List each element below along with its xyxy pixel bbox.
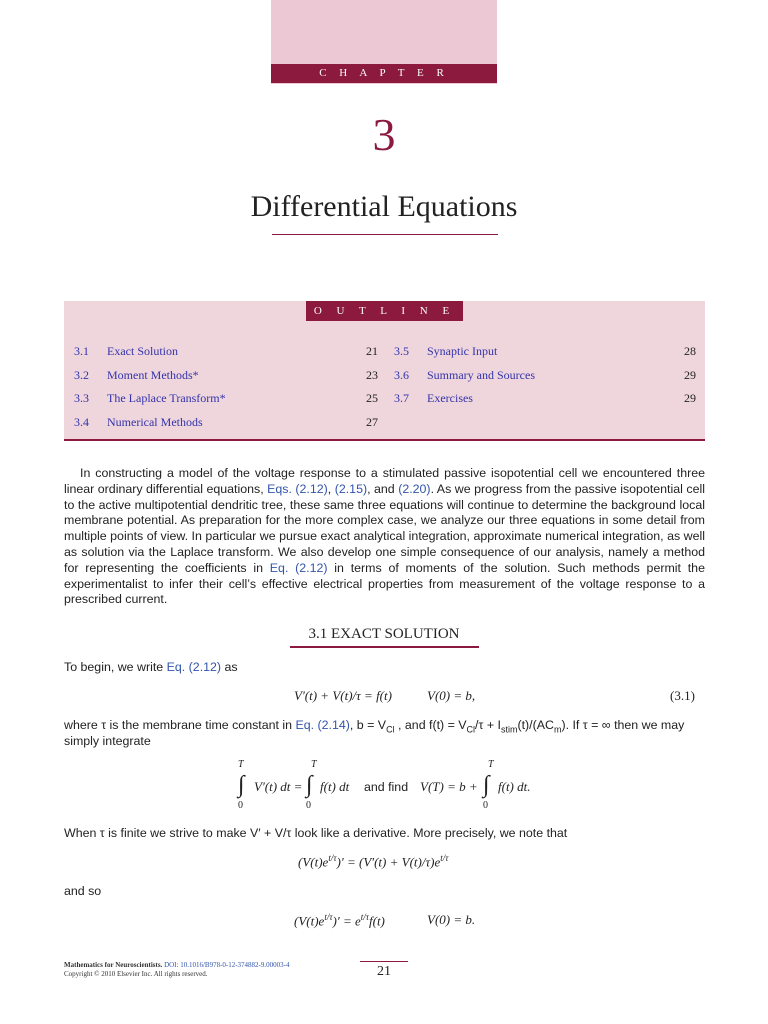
- section-heading: 3.1 EXACT SOLUTION: [308, 626, 460, 642]
- toc-entry-page: 28: [684, 344, 696, 358]
- equation-3-1-right: V(0) = b,: [427, 688, 476, 703]
- toc-entry-page: 29: [684, 391, 696, 405]
- footer-citation: [64, 961, 289, 979]
- equation-final-right: V(0) = b.: [427, 912, 476, 927]
- integral-expression: V′(t) dt =: [254, 779, 303, 794]
- toc-entry-title[interactable]: The Laplace Transform*: [107, 391, 226, 405]
- integral-expression: V(T) = b +: [420, 779, 478, 794]
- equation-link[interactable]: Eq. (2.12): [166, 660, 222, 674]
- integral-lower-limit: 0: [483, 800, 488, 811]
- body-text-and-so: and so: [64, 884, 102, 898]
- intro-text: In constructing a model of the voltage response to a stimulated passive isopotential cell we encountered three linear ordinary differential equations,: [64, 466, 705, 496]
- toc-entry-number: 3.6: [394, 368, 409, 382]
- toc-entry[interactable]: [74, 390, 378, 406]
- toc-entry-title[interactable]: Numerical Methods: [107, 415, 203, 429]
- body-text-begin: [64, 660, 238, 676]
- chapter-label: C H A P T E R: [271, 64, 497, 83]
- intro-text: , and: [367, 481, 395, 496]
- equation-derivative: $(V(t)e^{t/\tau})' = (V'(t) + V(t)/\tau)e^{t/\tau}$: [298, 853, 449, 870]
- section-divider: [290, 646, 479, 648]
- footer-divider: [360, 961, 408, 962]
- intro-text: . As we progress from the passive isopotential cell to the active multipotential dendritic tree, these same three equations will continue to determine the background local membrane potential. As preparation for the more complex case, we analyze our three equations in some detail from multiple points of view. In particular we pursue exact analytical integration, approximate numerical integration, as well as solution via the Laplace transform. We also develop one simple consequence of our analysis, namely a method for representing the coefficients in: [64, 481, 705, 575]
- equation-final-left: $(V(t)e^{t/\tau})' = e^{t/\tau}f(t)$: [294, 912, 385, 929]
- body-text-and-find: and find: [364, 780, 409, 794]
- equation-link[interactable]: Eq. (2.12): [269, 560, 328, 575]
- intro-paragraph: [64, 466, 705, 608]
- toc-entry[interactable]: [74, 367, 378, 383]
- toc-entry-page: 23: [366, 368, 378, 382]
- intro-text: ,: [327, 481, 332, 496]
- body-text-where: [64, 718, 705, 738]
- integral-expression: f(t) dt: [320, 779, 350, 794]
- equation-link[interactable]: (2.20): [398, 481, 431, 496]
- footer-book-title: Mathematics for Neuroscientists.: [64, 961, 163, 969]
- footer-doi-link[interactable]: DOI: 10.1016/B978-0-12-374882-9.00003-4: [164, 961, 290, 969]
- equation-link[interactable]: (2.15): [334, 481, 368, 496]
- subscript: Cl: [466, 724, 476, 735]
- toc-entry-title[interactable]: Moment Methods*: [107, 368, 199, 382]
- toc-entry-page: 21: [366, 344, 378, 358]
- subscript: Cl: [386, 724, 395, 735]
- toc-entry-number: 3.4: [74, 415, 89, 429]
- integral-sign: ∫: [238, 772, 245, 798]
- body-text: as: [224, 660, 238, 674]
- toc-entry-number: 3.5: [394, 344, 409, 358]
- toc-entry-page: 29: [684, 368, 696, 382]
- body-text: where τ is the membrane time constant in: [64, 718, 293, 732]
- toc-entry[interactable]: [74, 343, 378, 359]
- equation-number: (3.1): [670, 688, 695, 703]
- outline-label: O U T L I N E: [306, 301, 463, 321]
- subscript: m: [553, 724, 562, 735]
- body-text: ). If τ = ∞ then we may: [561, 718, 685, 732]
- body-text: , b = V: [349, 718, 387, 732]
- toc-entry[interactable]: [394, 367, 696, 383]
- integral-lower-limit: 0: [306, 800, 311, 811]
- toc-entry-title[interactable]: Synaptic Input: [427, 344, 498, 358]
- chapter-title: Differential Equations: [250, 190, 518, 223]
- subscript: stim: [500, 724, 518, 735]
- intro-text: in terms of moments of the solution. Such methods permit the experimentalist to infer their cell’s effective electrical properties from measurement of the voltage response to a prescribed current.: [64, 560, 705, 607]
- toc-entry-number: 3.2: [74, 368, 89, 382]
- body-text: (t)/(AC: [517, 718, 554, 732]
- integral-upper-limit: T: [488, 759, 494, 770]
- toc-entry-title[interactable]: Exercises: [427, 391, 473, 405]
- integral-lower-limit: 0: [238, 800, 243, 811]
- body-text-finite: When τ is finite we strive to make V′ + V/τ look like a derivative. More precisely, we note that: [64, 826, 568, 840]
- chapter-number: 3: [372, 109, 396, 160]
- page-number: 21: [377, 964, 391, 979]
- toc-entry-page: 25: [366, 391, 378, 405]
- toc-entry-number: 3.1: [74, 344, 89, 358]
- equation-link[interactable]: Eq. (2.14): [295, 718, 350, 732]
- toc-entry-title[interactable]: Summary and Sources: [427, 368, 535, 382]
- body-text: /τ + I: [475, 718, 501, 732]
- footer-copyright: Copyright © 2010 Elsevier Inc. All rights reserved.: [64, 970, 208, 978]
- toc-entry[interactable]: [394, 390, 696, 406]
- toc-entry[interactable]: [74, 414, 378, 430]
- title-divider: [272, 234, 498, 235]
- toc-entry-page: 27: [366, 415, 378, 429]
- integral-sign: ∫: [306, 772, 313, 798]
- toc-entry[interactable]: [394, 343, 696, 359]
- body-text-integrate: simply integrate: [64, 734, 151, 748]
- body-text: To begin, we write: [64, 660, 164, 674]
- toc-entry-number: 3.7: [394, 391, 409, 405]
- body-text: , and f(t) = V: [394, 718, 467, 732]
- integral-upper-limit: T: [238, 759, 244, 770]
- integral-upper-limit: T: [311, 759, 317, 770]
- equation-3-1-left: V′(t) + V(t)/τ = f(t): [294, 688, 392, 703]
- equation-link[interactable]: Eqs. (2.12): [267, 481, 328, 496]
- integral-expression: f(t) dt.: [498, 779, 531, 794]
- toc-entry-number: 3.3: [74, 391, 89, 405]
- integral-sign: ∫: [483, 772, 490, 798]
- toc-entry-title[interactable]: Exact Solution: [107, 344, 178, 358]
